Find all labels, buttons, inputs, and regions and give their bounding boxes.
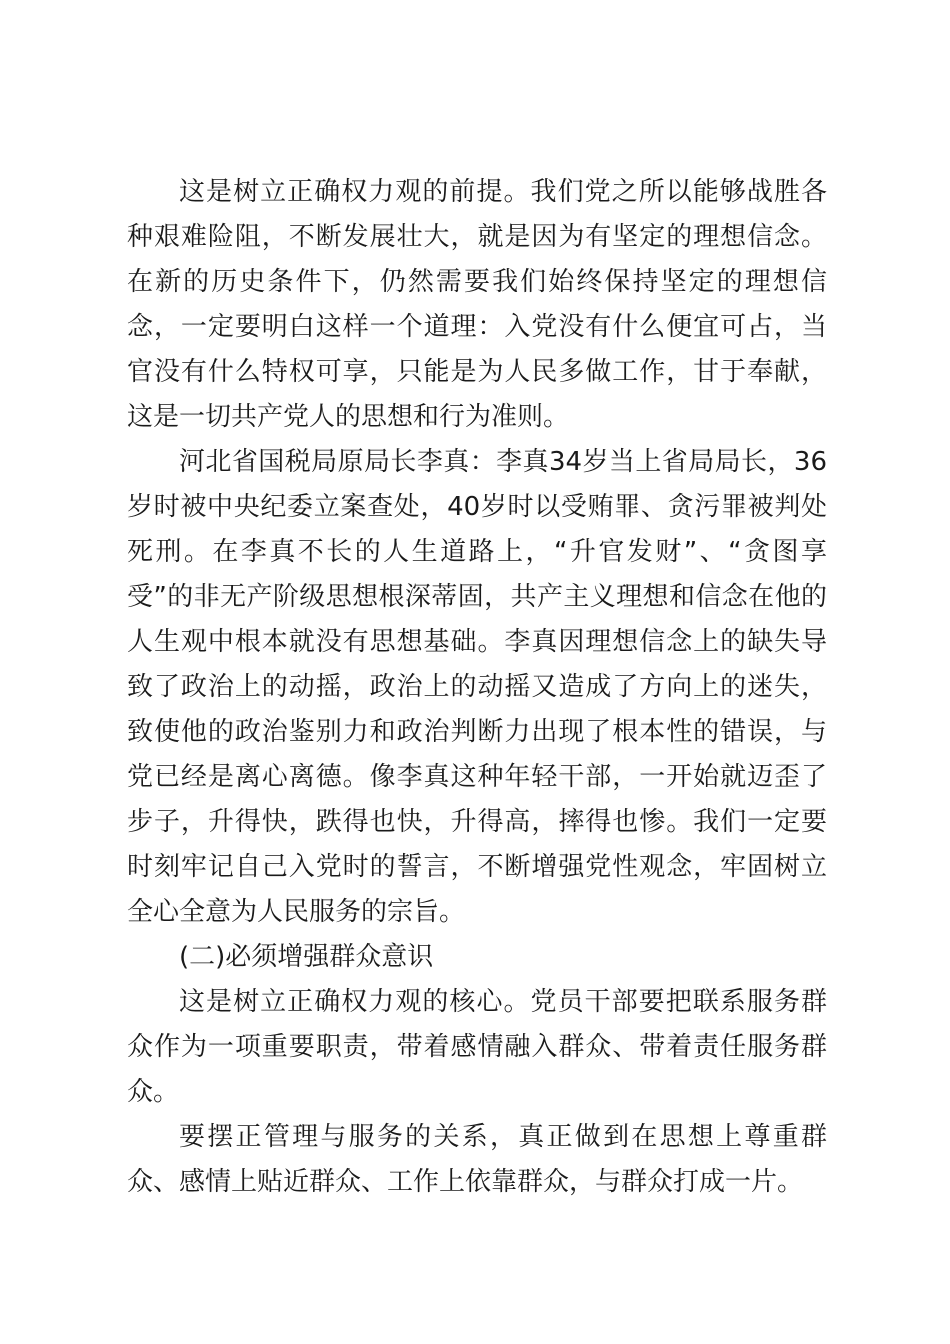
- paragraph-core: 这是树立正确权力观的核心。党员干部要把联系服务群众作为一项重要职责，带着感情融入群众、带着责任服务群众。: [127, 987, 827, 1107]
- document-body: [127, 170, 827, 1205]
- section-heading: (二)必须增强群众意识: [179, 942, 434, 972]
- paragraph-case-li-zhen: 河北省国税局原局长李真：李真34岁当上省局局长，36岁时被中央纪委立案查处，40岁时以受贿罪、贪污罪被判处死刑。在李真不长的人生道路上，“升官发财”、“贪图享受”的非无产阶级思想根深蒂固，共产主义理想和信念在他的人生观中根本就没有思想基础。李真因理想信念上的缺失导致了政治上的动摇，政治上的动摇又造成了方向上的迷失，致使他的政治鉴别力和政治判断力出现了根本性的错误，与党已经是离心离德。像李真这种年轻干部，一开始就迈歪了步子，升得快，跌得也快，升得高，摔得也惨。我们一定要时刻牢记自己入党时的誓言，不断增强党性观念，牢固树立全心全意为人民服务的宗旨。: [127, 447, 827, 927]
- paragraph-service: 要摆正管理与服务的关系，真正做到在思想上尊重群众、感情上贴近群众、工作上依靠群众，与群众打成一片。: [127, 1122, 827, 1197]
- paragraph-premise: 这是树立正确权力观的前提。我们党之所以能够战胜各种艰难险阻，不断发展壮大，就是因为有坚定的理想信念。在新的历史条件下，仍然需要我们始终保持坚定的理想信念，一定要明白这样一个道理：入党没有什么便宜可占，当官没有什么特权可享，只能是为人民多做工作，甘于奉献，这是一切共产党人的思想和行为准则。: [127, 177, 827, 432]
